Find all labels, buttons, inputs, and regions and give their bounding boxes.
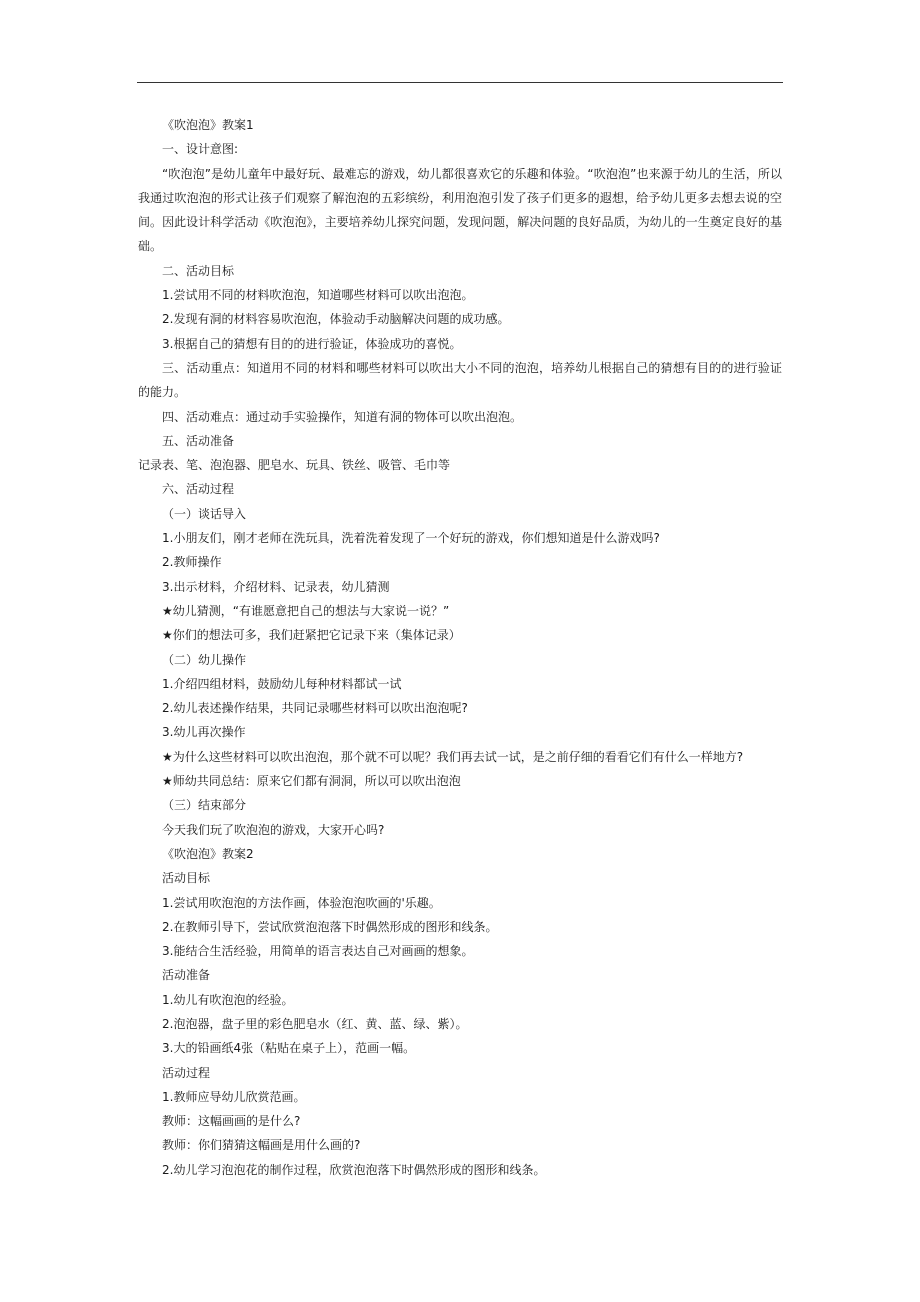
list-item: 1.幼儿有吹泡泡的经验。 (162, 992, 294, 1007)
paragraph: “吹泡泡”是幼儿童年中最好玩、最难忘的游戏，幼儿都很喜欢它的乐趣和体验。“吹泡泡”也来源于幼儿的生活，所以我通过吹泡泡的形式让孩子们观察了解泡泡的五彩缤纷，利用泡泡引发了孩子们更多的遐想，给予幼儿更多去想去说的空间。因此设计科学活动《吹泡泡》，主要培养幼儿探究问题，发现问题，解决问题的良好品质，为幼儿的一生奠定良好的基础。 (138, 166, 782, 254)
subsection-heading: （二）幼儿操作 (162, 652, 247, 667)
list-item: 3.根据自己的猜想有目的的进行验证，体验成功的喜悦。 (162, 336, 462, 351)
list-item: 2.幼儿学习泡泡花的制作过程，欣赏泡泡落下时偶然形成的图形和线条。 (162, 1162, 546, 1177)
section-heading: 六、活动过程 (162, 482, 235, 497)
paragraph: 三、活动重点：知道用不同的材料和哪些材料可以吹出大小不同的泡泡，培养幼儿根据自己的猜想有目的的进行验证的能力。 (138, 360, 782, 400)
list-item: 1.尝试用吹泡泡的方法作画，体验泡泡吹画的'乐趣。 (162, 895, 441, 910)
list-item: 3.大的铅画纸4张（粘贴在桌子上），范画一幅。 (162, 1041, 416, 1056)
dialogue-line: 教师：这幅画画的是什么? (162, 1114, 301, 1129)
list-item: 2.泡泡器，盘子里的彩色肥皂水（红、黄、蓝、绿、紫）。 (162, 1016, 468, 1031)
list-item: ★你们的想法可多，我们赶紧把它记录下来（集体记录） (162, 628, 461, 643)
section-heading: 活动过程 (162, 1065, 211, 1080)
lesson-2-title: 《吹泡泡》教案2 (162, 846, 254, 861)
dialogue-line: 教师：你们猜猜这幅画是用什么画的? (162, 1138, 361, 1153)
paragraph: 四、活动难点：通过动手实验操作，知道有洞的物体可以吹出泡泡。 (162, 409, 523, 424)
list-item: ★师幼共同总结：原来它们都有洞洞，所以可以吹出泡泡 (162, 774, 461, 789)
list-item: 1.尝试用不同的材料吹泡泡，知道哪些材料可以吹出泡泡。 (162, 288, 474, 303)
paragraph: 今天我们玩了吹泡泡的游戏，大家开心吗? (162, 822, 385, 837)
section-heading: 活动准备 (162, 968, 211, 983)
list-item: 3.能结合生活经验，用简单的语言表达自己对画画的想象。 (162, 944, 474, 959)
section-heading: 活动目标 (162, 871, 211, 886)
list-item: 3.出示材料，介绍材料、记录表，幼儿猜测 (162, 579, 390, 594)
list-item: 2.幼儿表述操作结果，共同记录哪些材料可以吹出泡泡呢? (162, 701, 468, 716)
list-item: ★为什么这些材料可以吹出泡泡，那个就不可以呢？我们再去试一试，是之前仔细的看看它们有什么一样地方? (162, 749, 744, 764)
section-heading: 二、活动目标 (162, 263, 235, 278)
header-rule (137, 82, 783, 83)
list-item: 2.发现有洞的材料容易吹泡泡，体验动手动脑解决问题的成功感。 (162, 312, 510, 327)
subsection-heading: （三）结束部分 (162, 798, 247, 813)
section-heading: 一、设计意图: (162, 142, 239, 157)
list-item: ★幼儿猜测，“有谁愿意把自己的想法与大家说一说？” (162, 603, 450, 618)
subsection-heading: （一）谈话导入 (162, 506, 247, 521)
list-item: 2.教师操作 (162, 555, 222, 570)
document-body (138, 113, 782, 1182)
section-heading: 五、活动准备 (162, 433, 235, 448)
paragraph: 记录表、笔、泡泡器、肥皂水、玩具、铁丝、吸管、毛巾等 (138, 458, 451, 473)
list-item: 1.小朋友们，刚才老师在洗玩具，洗着洗着发现了一个好玩的游戏，你们想知道是什么游戏吗? (162, 531, 660, 546)
list-item: 2.在教师引导下，尝试欣赏泡泡落下时偶然形成的图形和线条。 (162, 919, 498, 934)
list-item: 3.幼儿再次操作 (162, 725, 246, 740)
lesson-1-title: 《吹泡泡》教案1 (162, 118, 254, 132)
list-item: 1.教师应导幼儿欣赏范画。 (162, 1089, 306, 1104)
list-item: 1.介绍四组材料，鼓励幼儿每种材料都试一试 (162, 676, 402, 691)
